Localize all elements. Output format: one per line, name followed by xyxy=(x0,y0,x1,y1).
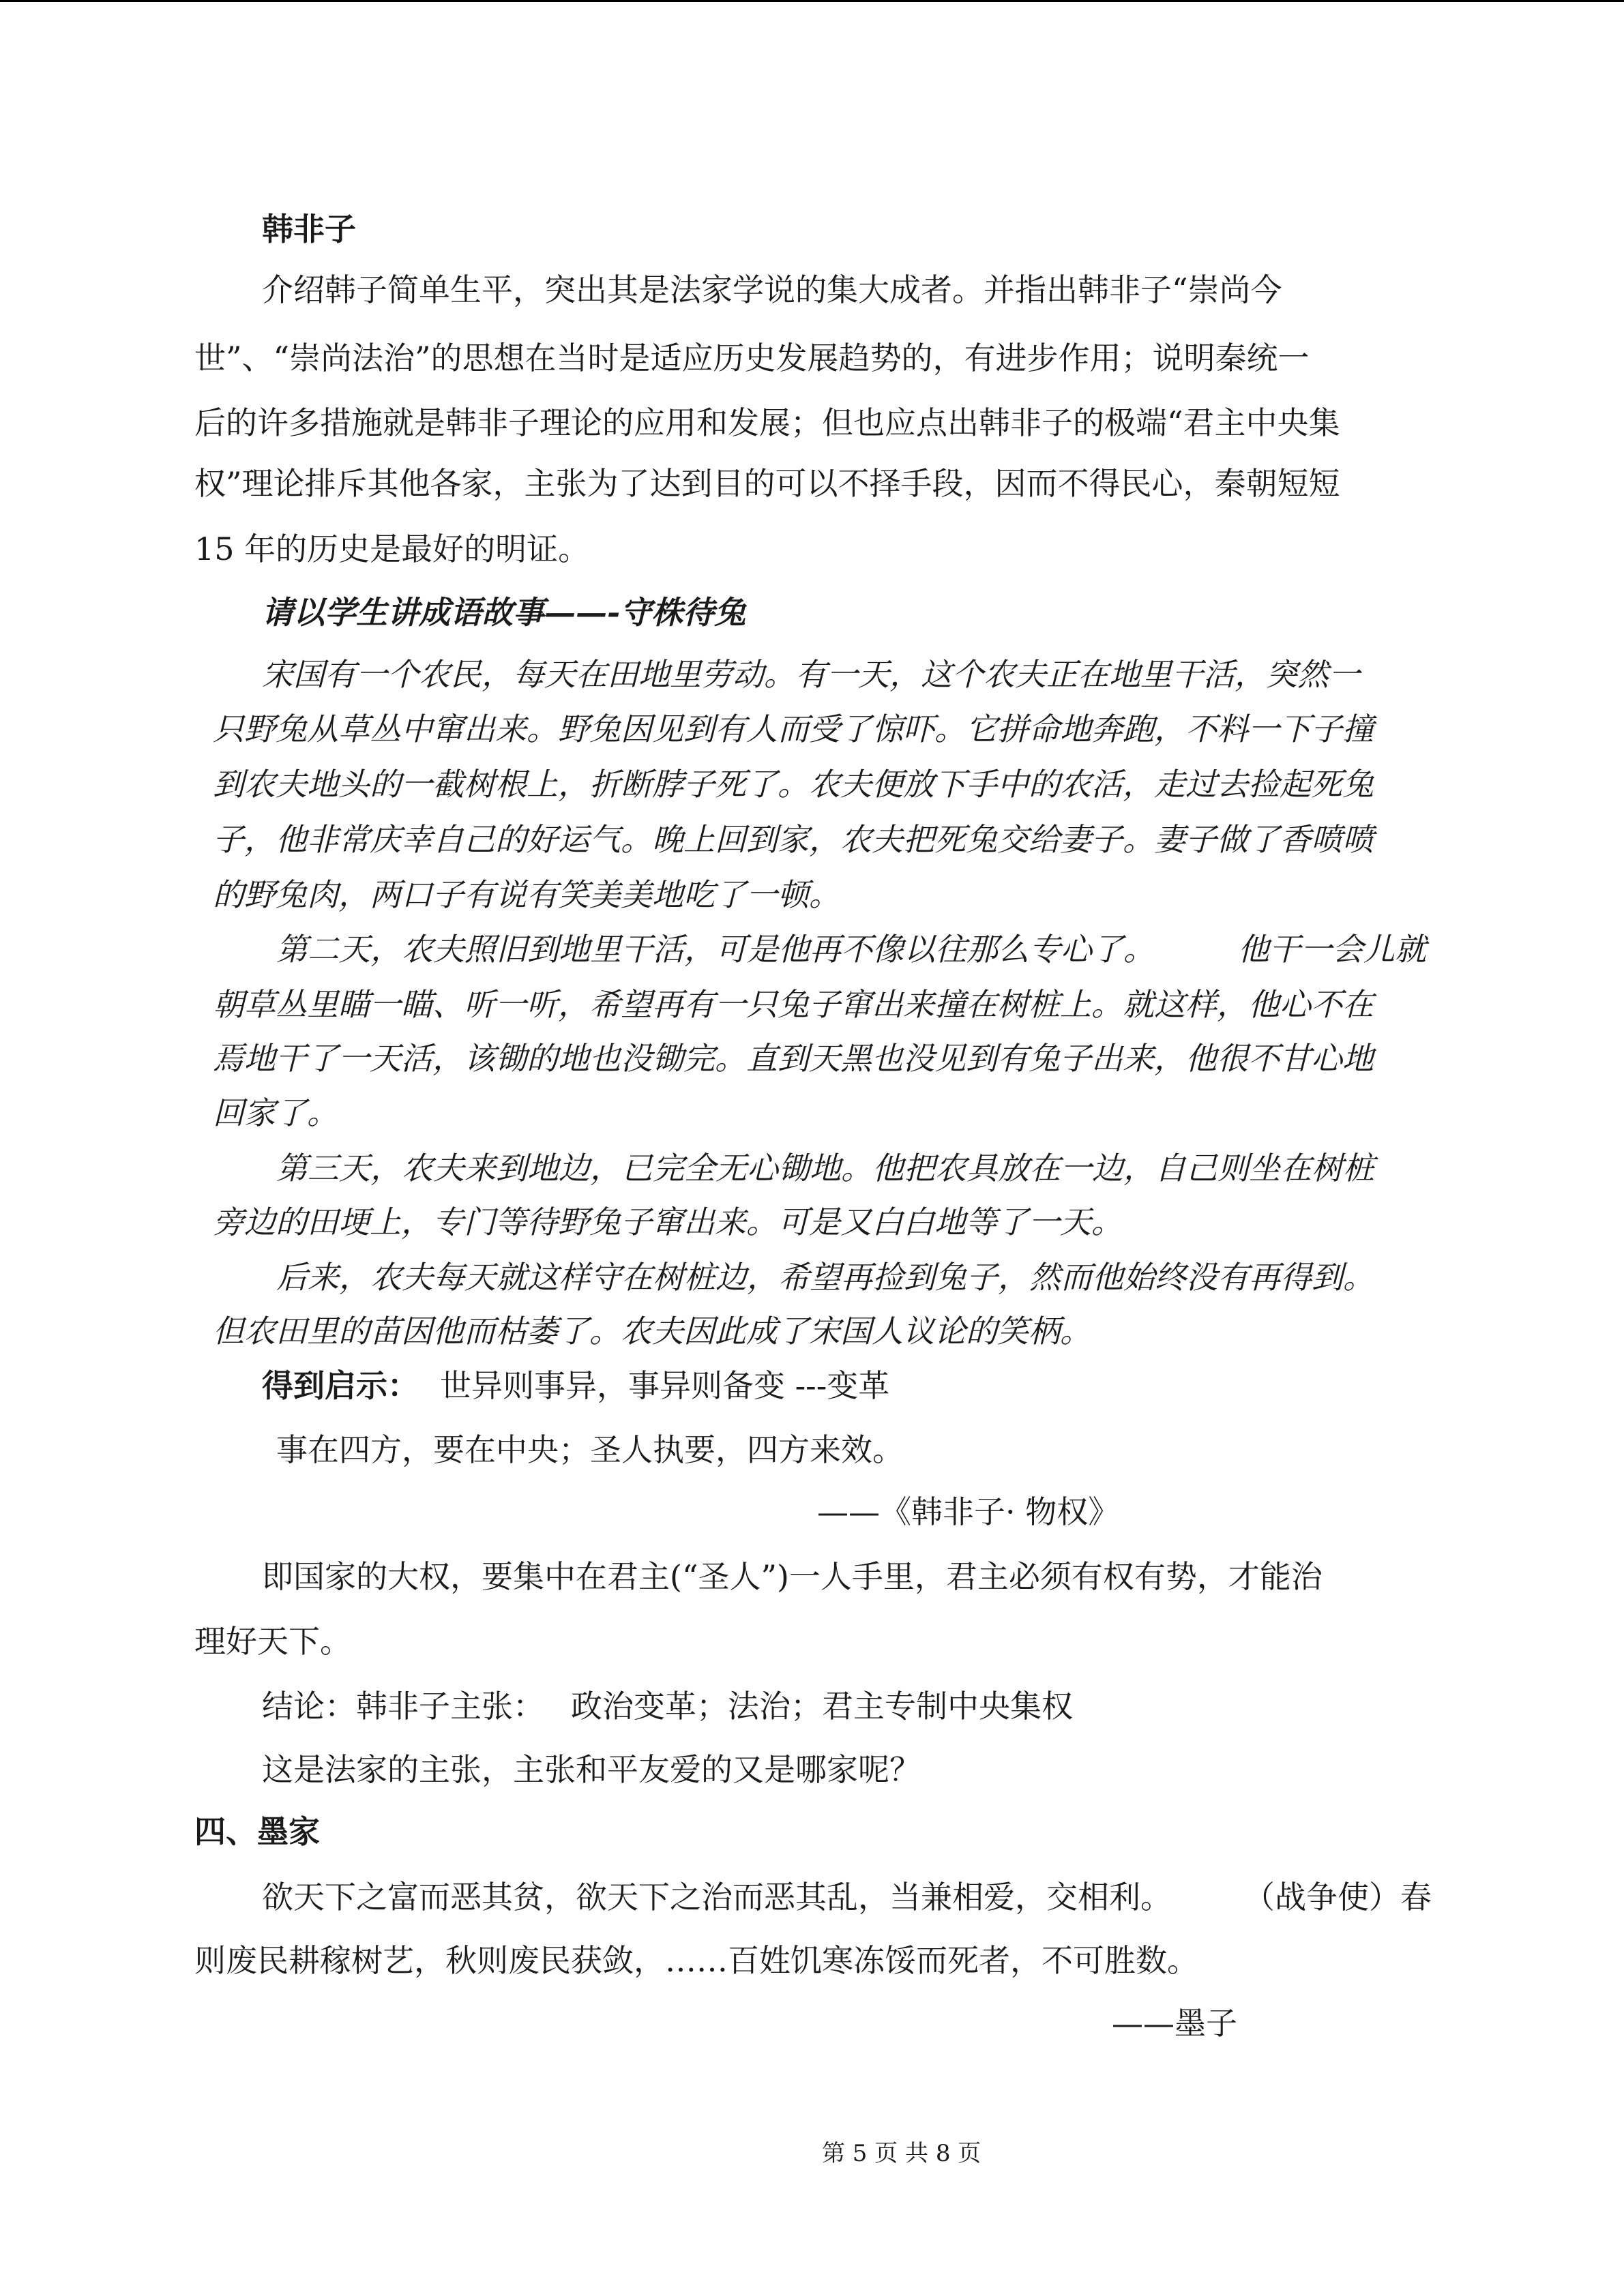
explain-line: 即国家的大权，要集中在君主(“圣人”)一人手里，君主必须有权有势，才能治 xyxy=(262,1558,1323,1595)
mojia-quote-line: 欲天下之富而恶其贫，欲天下之治而恶其乱，当兼相爱，交相利。 xyxy=(262,1879,1172,1915)
intro-line: 15 年的历史是最好的明证。 xyxy=(194,531,590,567)
story-line: 子，他非常庆幸自己的好运气。晚上回到家，农夫把死兔交给妻子。妻子做了香喷喷 xyxy=(213,821,1374,858)
story-line: 回家了。 xyxy=(213,1094,338,1131)
story-line: 后来，农夫每天就这样守在树桩边，希望再捡到兔子，然而他始终没有再得到。 xyxy=(276,1259,1374,1296)
story-line: 到农夫地头的一截树根上，折断脖子死了。农夫便放下手中的农活，走过去捡起死兔 xyxy=(213,766,1374,803)
story-line: 第二天，农夫照旧到地里干活，可是他再不像以往那么专心了。 xyxy=(276,931,1155,968)
story-heading: 请以学生讲成语故事——-守株待兔 xyxy=(262,594,746,631)
intro-line: 世”、“崇尚法治”的思想在当时是适应历史发展趋势的，有进步作用；说明秦统一 xyxy=(194,340,1310,376)
section-heading-han-feizi: 韩非子 xyxy=(262,211,356,248)
story-line: 第三天，农夫来到地边，已完全无心锄地。他把农具放在一边，自己则坐在树桩 xyxy=(276,1150,1374,1187)
mojia-source: ——墨子 xyxy=(1112,2005,1237,2042)
story-line: 旁边的田埂上，专门等待野兔子窜出来。可是又白白地等了一天。 xyxy=(213,1204,1123,1240)
story-line: 的野兔肉，两口子有说有笑美美地吃了一顿。 xyxy=(213,876,840,913)
transition-line: 这是法家的主张，主张和平友爱的又是哪家呢？ xyxy=(262,1751,921,1788)
intro-line: 后的许多措施就是韩非子理论的应用和发展；但也应点出韩非子的极端“君主中央集 xyxy=(194,404,1340,441)
story-line: 朝草丛里瞄一瞄、听一听，希望再有一只兔子窜出来撞在树桩上。就这样，他心不在 xyxy=(213,986,1374,1023)
story-line: 焉地干了一天活，该锄的地也没锄完。直到天黑也没见到有兔子出来，他很不甘心地 xyxy=(213,1040,1374,1077)
page-number: 第 5 页 共 8 页 xyxy=(822,2140,981,2167)
mojia-quote-line: 则废民耕稼树艺，秋则废民获敛，……百姓饥寒冻馁而死者，不可胜数。 xyxy=(194,1942,1198,1979)
insight-label: 得到启示： xyxy=(262,1367,419,1404)
quote-text: 事在四方，要在中央；圣人执要，四方来效。 xyxy=(276,1431,904,1468)
story-line: 他干一会儿就 xyxy=(1238,931,1426,968)
page-top-border xyxy=(0,0,1624,2)
section-heading-mojia: 四、墨家 xyxy=(194,1813,320,1850)
intro-line: 权”理论排斥其他各家，主张为了达到目的可以不择手段，因而不得民心，秦朝短短 xyxy=(194,465,1340,502)
mojia-quote-line: （战争使）春 xyxy=(1243,1879,1432,1915)
conclusion-label: 结论：韩非子主张： xyxy=(262,1688,544,1725)
story-line: 但农田里的苗因他而枯萎了。农夫因此成了宋国人议论的笑柄。 xyxy=(213,1313,1091,1350)
insight-text: 世异则事异，事异则备变 ---变革 xyxy=(440,1367,890,1404)
explain-line: 理好天下。 xyxy=(194,1623,351,1660)
quote-source: ——《韩非子· 物权》 xyxy=(817,1493,1120,1530)
story-line: 只野兔从草丛中窜出来。野兔因见到有人而受了惊吓。它拼命地奔跑，不料一下子撞 xyxy=(213,711,1374,747)
intro-line: 介绍韩子简单生平，突出其是法家学说的集大成者。并指出韩非子“崇尚今 xyxy=(262,271,1282,308)
conclusion-text: 政治变革；法治；君主专制中央集权 xyxy=(571,1688,1073,1725)
story-line: 宋国有一个农民，每天在田地里劳动。有一天，这个农夫正在地里干活，突然一 xyxy=(262,656,1360,693)
